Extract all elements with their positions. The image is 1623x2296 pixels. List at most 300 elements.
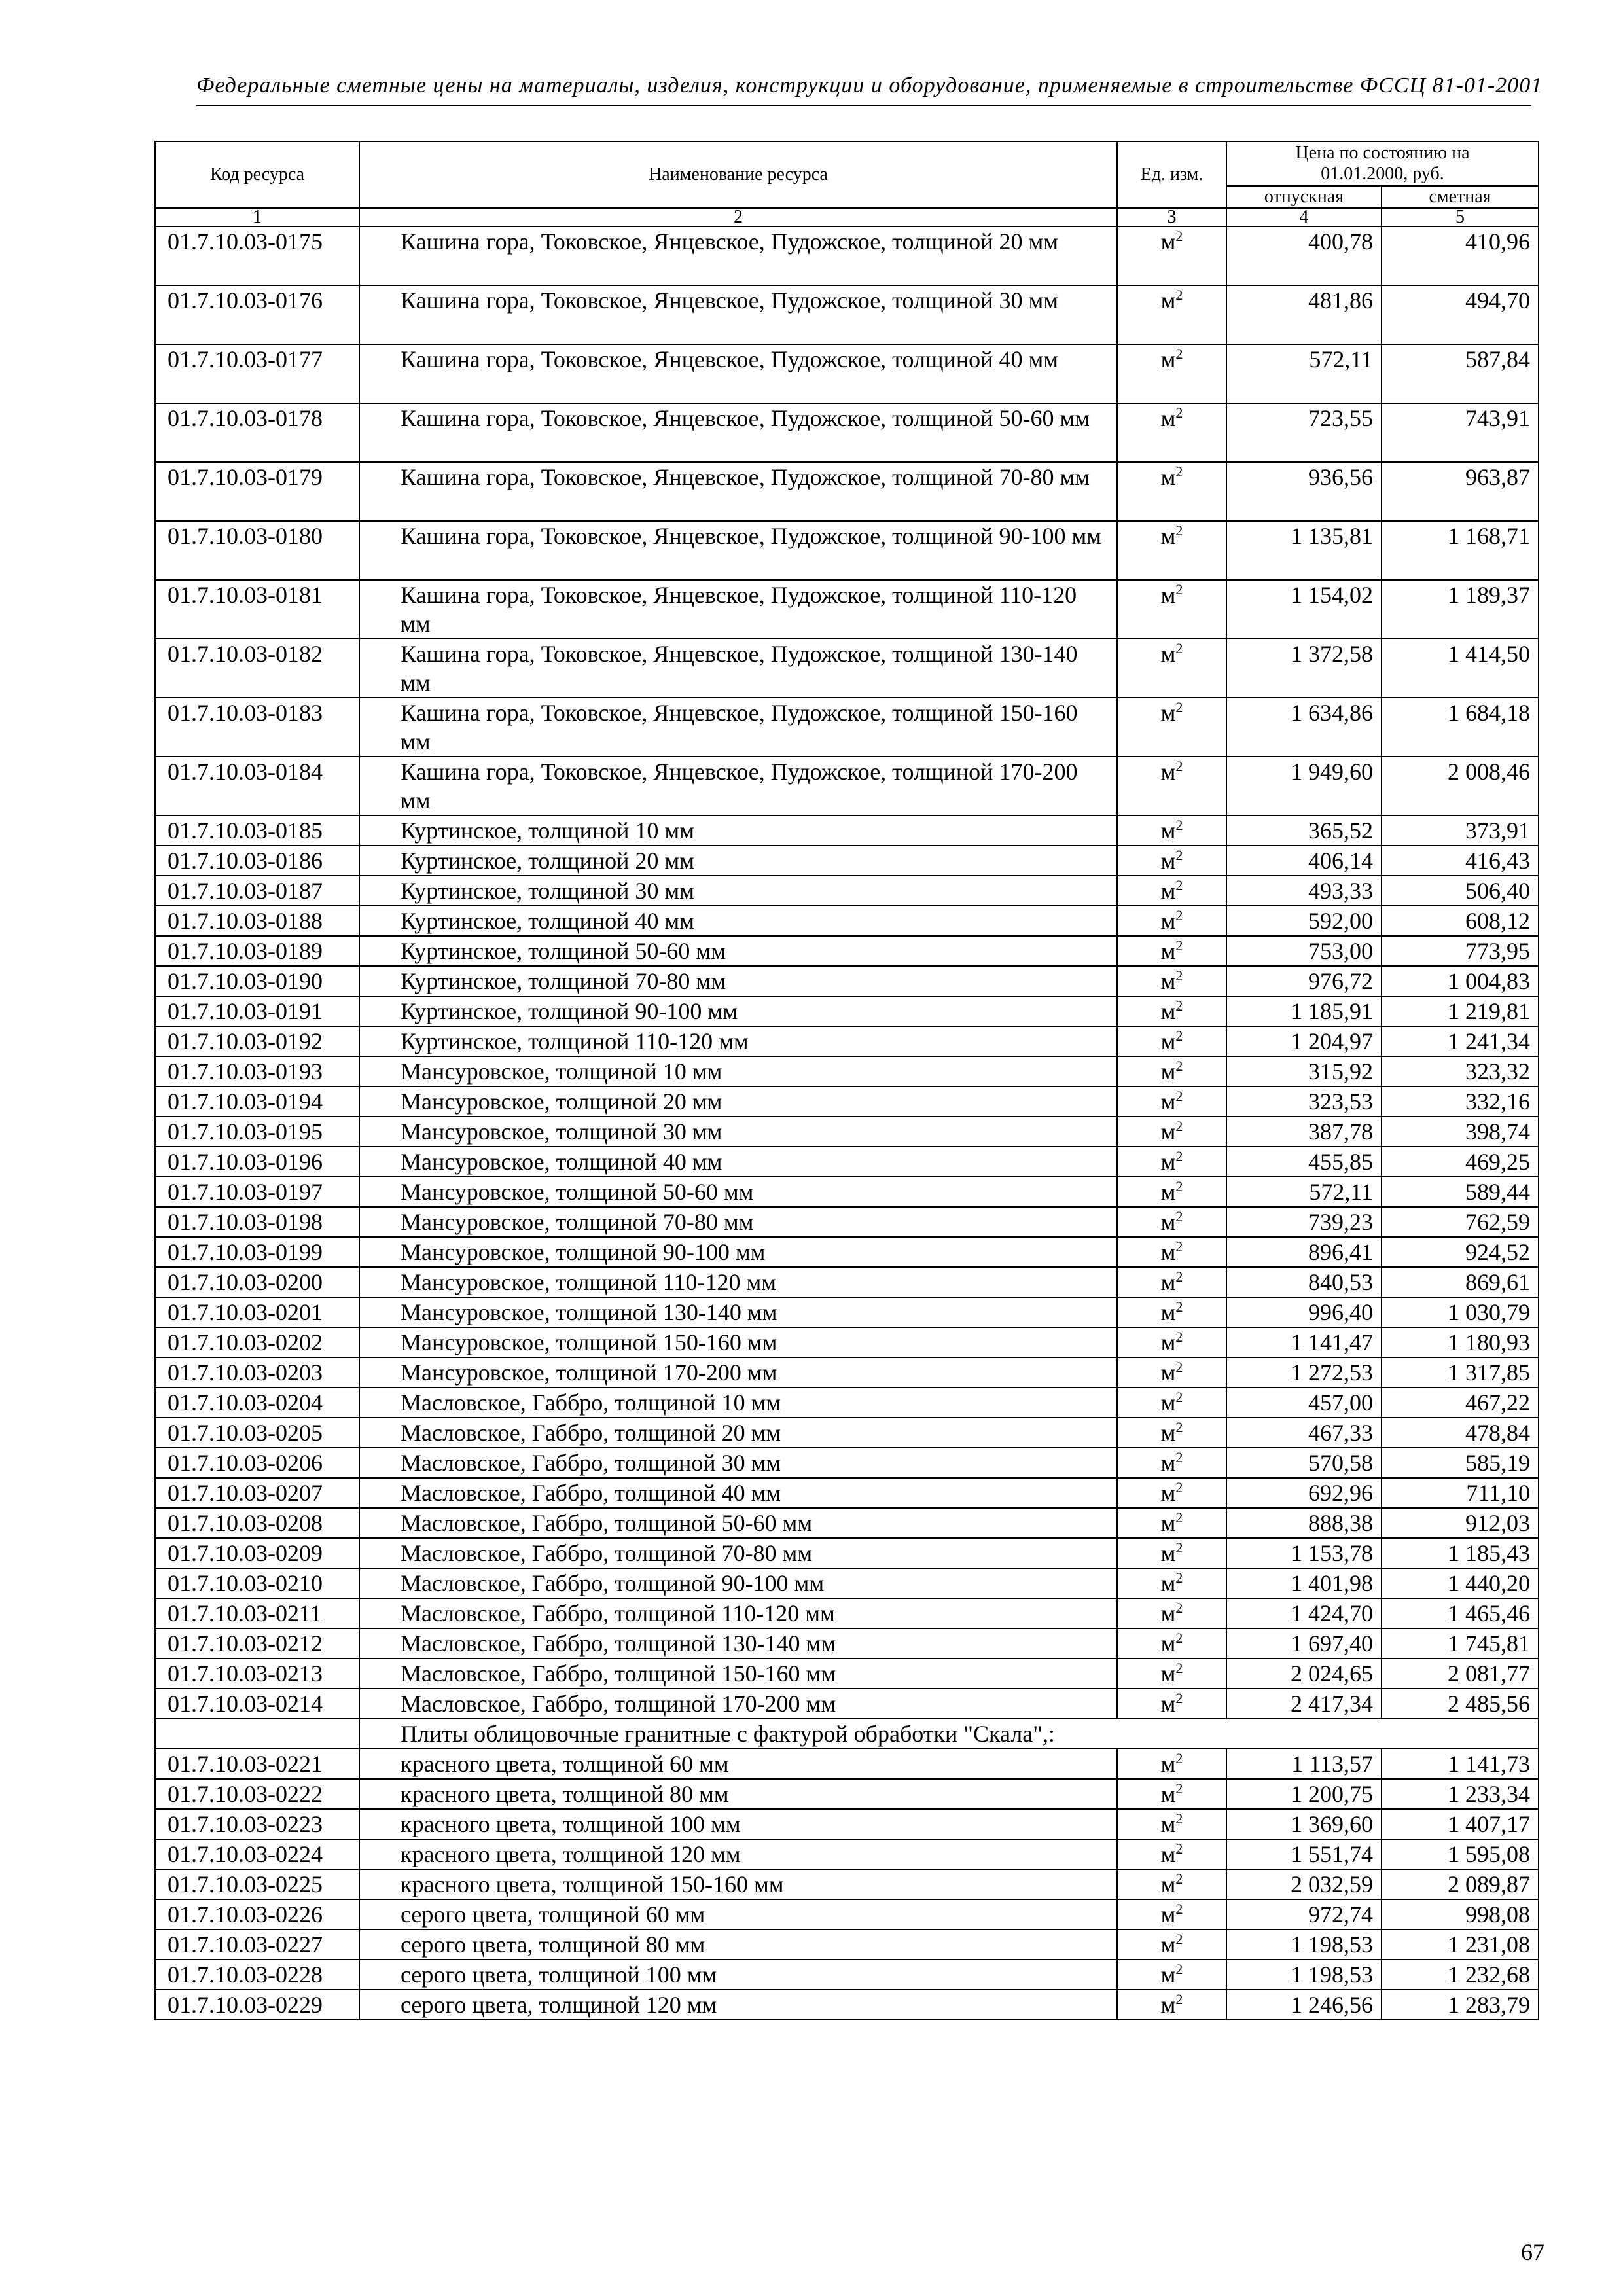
resource-code: 01.7.10.03-0214	[155, 1689, 359, 1719]
unit-base: м	[1160, 1420, 1176, 1446]
unit-base: м	[1160, 1540, 1176, 1566]
header-price: Цена по состоянию на 01.01.2000, руб.	[1226, 141, 1539, 186]
unit-base: м	[1160, 1871, 1176, 1897]
unit-exponent: 2	[1175, 1238, 1183, 1255]
release-price: 1 697,40	[1226, 1628, 1382, 1659]
unit-base: м	[1160, 1329, 1176, 1355]
estimate-price: 2 089,87	[1382, 1869, 1539, 1899]
table-row	[155, 1598, 1539, 1628]
unit-exponent: 2	[1175, 1690, 1183, 1706]
estimate-price: 398,74	[1382, 1117, 1539, 1147]
resource-code: 01.7.10.03-0195	[155, 1117, 359, 1147]
resource-code: 01.7.10.03-0180	[155, 521, 359, 580]
estimate-price: 1 232,68	[1382, 1960, 1539, 1990]
estimate-price: 1 219,81	[1382, 996, 1539, 1026]
table-row	[155, 1779, 1539, 1809]
table-row	[155, 226, 1539, 285]
release-price: 2 024,65	[1226, 1659, 1382, 1689]
release-price: 1 185,91	[1226, 996, 1382, 1026]
table-row	[155, 1177, 1539, 1207]
estimate-price: 585,19	[1382, 1448, 1539, 1478]
unit-base: м	[1160, 346, 1176, 372]
resource-name: красного цвета, толщиной 80 мм	[359, 1779, 1117, 1809]
estimate-price: 1 317,85	[1382, 1357, 1539, 1388]
resource-code: 01.7.10.03-0210	[155, 1568, 359, 1598]
release-price: 1 200,75	[1226, 1779, 1382, 1809]
unit-base: м	[1160, 641, 1176, 667]
estimate-price: 478,84	[1382, 1418, 1539, 1448]
unit-cell	[1117, 1056, 1226, 1086]
resource-code: 01.7.10.03-0187	[155, 876, 359, 906]
unit-cell	[1117, 1267, 1226, 1297]
unit-exponent: 2	[1175, 1509, 1183, 1526]
unit-cell	[1117, 403, 1226, 462]
resource-code: 01.7.10.03-0228	[155, 1960, 359, 1990]
resource-name: Мансуровское, толщиной 20 мм	[359, 1086, 1117, 1117]
release-price: 2 417,34	[1226, 1689, 1382, 1719]
resource-name: Мансуровское, толщиной 40 мм	[359, 1147, 1117, 1177]
unit-cell	[1117, 1086, 1226, 1117]
estimate-price: 1 595,08	[1382, 1839, 1539, 1869]
table-row	[155, 1086, 1539, 1117]
unit-exponent: 2	[1175, 1058, 1183, 1074]
estimate-price: 332,16	[1382, 1086, 1539, 1117]
unit-exponent: 2	[1175, 1329, 1183, 1345]
unit-exponent: 2	[1175, 1570, 1183, 1586]
table-row	[155, 521, 1539, 580]
resource-code: 01.7.10.03-0193	[155, 1056, 359, 1086]
release-price: 493,33	[1226, 876, 1382, 906]
unit-exponent: 2	[1175, 346, 1183, 362]
estimate-price: 924,52	[1382, 1237, 1539, 1267]
release-price: 1 949,60	[1226, 757, 1382, 816]
table-row	[155, 1026, 1539, 1056]
resource-name: Кашина гора, Токовское, Янцевское, Пудожское, толщиной 110-120 мм	[359, 580, 1117, 639]
resource-name: Кашина гора, Токовское, Янцевское, Пудожское, толщиной 50-60 мм	[359, 403, 1117, 462]
estimate-price: 608,12	[1382, 906, 1539, 936]
release-price: 365,52	[1226, 816, 1382, 846]
table-row	[155, 1478, 1539, 1508]
table-row	[155, 1056, 1539, 1086]
unit-exponent: 2	[1175, 877, 1183, 893]
resource-name: Кашина гора, Токовское, Янцевское, Пудожское, толщиной 40 мм	[359, 344, 1117, 403]
estimate-price: 743,91	[1382, 403, 1539, 462]
resource-code: 01.7.10.03-0211	[155, 1598, 359, 1628]
release-price: 723,55	[1226, 403, 1382, 462]
unit-exponent: 2	[1175, 1840, 1183, 1857]
column-number: 2	[359, 208, 1117, 226]
release-price: 592,00	[1226, 906, 1382, 936]
resource-code: 01.7.10.03-0225	[155, 1869, 359, 1899]
resource-code: 01.7.10.03-0181	[155, 580, 359, 639]
section-code-blank	[155, 1719, 359, 1749]
unit-exponent: 2	[1175, 1991, 1183, 2007]
table-row	[155, 1508, 1539, 1538]
unit-base: м	[1160, 1931, 1176, 1958]
unit-exponent: 2	[1175, 522, 1183, 539]
unit-base: м	[1160, 1992, 1176, 2018]
unit-exponent: 2	[1175, 1419, 1183, 1435]
release-price: 315,92	[1226, 1056, 1382, 1086]
release-price: 572,11	[1226, 344, 1382, 403]
table-row	[155, 285, 1539, 344]
unit-base: м	[1160, 817, 1176, 844]
resource-name: Масловское, Габбро, толщиной 170-200 мм	[359, 1689, 1117, 1719]
release-price: 406,14	[1226, 846, 1382, 876]
estimate-price: 1 231,08	[1382, 1929, 1539, 1960]
resource-name: серого цвета, толщиной 120 мм	[359, 1990, 1117, 2020]
estimate-price: 1 440,20	[1382, 1568, 1539, 1598]
release-price: 570,58	[1226, 1448, 1382, 1478]
unit-exponent: 2	[1175, 1299, 1183, 1315]
table-row	[155, 1267, 1539, 1297]
resource-name: Масловское, Габбро, толщиной 10 мм	[359, 1388, 1117, 1418]
unit-exponent: 2	[1175, 1208, 1183, 1225]
estimate-price: 373,91	[1382, 816, 1539, 846]
unit-exponent: 2	[1175, 1148, 1183, 1164]
unit-cell	[1117, 344, 1226, 403]
unit-exponent: 2	[1175, 997, 1183, 1014]
unit-cell	[1117, 876, 1226, 906]
release-price: 387,78	[1226, 1117, 1382, 1147]
unit-exponent: 2	[1175, 907, 1183, 924]
estimate-price: 506,40	[1382, 876, 1539, 906]
release-price: 481,86	[1226, 285, 1382, 344]
resource-code: 01.7.10.03-0177	[155, 344, 359, 403]
table-row	[155, 996, 1539, 1026]
table-row	[155, 936, 1539, 966]
unit-base: м	[1160, 287, 1176, 314]
release-price: 753,00	[1226, 936, 1382, 966]
release-price: 1 141,47	[1226, 1327, 1382, 1357]
estimate-price: 1 407,17	[1382, 1809, 1539, 1839]
unit-exponent: 2	[1175, 640, 1183, 656]
release-price: 739,23	[1226, 1207, 1382, 1237]
unit-cell	[1117, 757, 1226, 816]
resource-code: 01.7.10.03-0192	[155, 1026, 359, 1056]
unit-base: м	[1160, 1269, 1176, 1295]
resource-code: 01.7.10.03-0205	[155, 1418, 359, 1448]
resource-name: красного цвета, толщиной 150-160 мм	[359, 1869, 1117, 1899]
unit-exponent: 2	[1175, 581, 1183, 598]
header-unit: Ед. изм.	[1117, 141, 1226, 208]
resource-name: серого цвета, толщиной 60 мм	[359, 1899, 1117, 1929]
release-price: 888,38	[1226, 1508, 1382, 1538]
resource-name: Масловское, Габбро, толщиной 90-100 мм	[359, 1568, 1117, 1598]
estimate-price: 1 168,71	[1382, 521, 1539, 580]
estimate-price: 469,25	[1382, 1147, 1539, 1177]
estimate-price: 1 684,18	[1382, 698, 1539, 757]
estimate-price: 1 233,34	[1382, 1779, 1539, 1809]
estimate-price: 323,32	[1382, 1056, 1539, 1086]
table-row	[155, 1809, 1539, 1839]
header-release: отпускная	[1226, 186, 1382, 208]
resource-name: Масловское, Габбро, толщиной 110-120 мм	[359, 1598, 1117, 1628]
unit-exponent: 2	[1175, 847, 1183, 863]
unit-cell	[1117, 1147, 1226, 1177]
resource-code: 01.7.10.03-0207	[155, 1478, 359, 1508]
unit-base: м	[1160, 968, 1176, 994]
unit-base: м	[1160, 1119, 1176, 1145]
table-row	[155, 1749, 1539, 1779]
release-price: 455,85	[1226, 1147, 1382, 1177]
unit-cell	[1117, 1899, 1226, 1929]
unit-exponent: 2	[1175, 1901, 1183, 1917]
resource-name: Масловское, Габбро, толщиной 150-160 мм	[359, 1659, 1117, 1689]
release-price: 1 369,60	[1226, 1809, 1382, 1839]
unit-base: м	[1160, 1691, 1176, 1717]
release-price: 1 204,97	[1226, 1026, 1382, 1056]
resource-name: Кашина гора, Токовское, Янцевское, Пудожское, толщиной 170-200 мм	[359, 757, 1117, 816]
unit-cell	[1117, 698, 1226, 757]
section-row	[155, 1719, 1539, 1749]
release-price: 1 551,74	[1226, 1839, 1382, 1869]
release-price: 1 401,98	[1226, 1568, 1382, 1598]
table-row	[155, 1869, 1539, 1899]
resource-name: красного цвета, толщиной 60 мм	[359, 1749, 1117, 1779]
unit-cell	[1117, 1960, 1226, 1990]
resource-code: 01.7.10.03-0185	[155, 816, 359, 846]
unit-cell	[1117, 1809, 1226, 1839]
resource-code: 01.7.10.03-0197	[155, 1177, 359, 1207]
estimate-price: 587,84	[1382, 344, 1539, 403]
table-row	[155, 1960, 1539, 1990]
table-row	[155, 1448, 1539, 1478]
unit-cell	[1117, 462, 1226, 521]
resource-code: 01.7.10.03-0196	[155, 1147, 359, 1177]
unit-base: м	[1160, 582, 1176, 608]
resource-code: 01.7.10.03-0198	[155, 1207, 359, 1237]
unit-exponent: 2	[1175, 287, 1183, 303]
unit-exponent: 2	[1175, 1600, 1183, 1616]
unit-exponent: 2	[1175, 1630, 1183, 1646]
unit-cell	[1117, 1327, 1226, 1357]
resource-name: красного цвета, толщиной 100 мм	[359, 1809, 1117, 1839]
unit-cell	[1117, 1929, 1226, 1960]
release-price: 457,00	[1226, 1388, 1382, 1418]
estimate-price: 998,08	[1382, 1899, 1539, 1929]
resource-code: 01.7.10.03-0199	[155, 1237, 359, 1267]
estimate-price: 416,43	[1382, 846, 1539, 876]
resource-name: Куртинское, толщиной 30 мм	[359, 876, 1117, 906]
unit-exponent: 2	[1175, 1931, 1183, 1947]
resource-code: 01.7.10.03-0224	[155, 1839, 359, 1869]
resource-name: Куртинское, толщиной 10 мм	[359, 816, 1117, 846]
estimate-price: 494,70	[1382, 285, 1539, 344]
unit-base: м	[1160, 1781, 1176, 1807]
resource-name: Мансуровское, толщиной 10 мм	[359, 1056, 1117, 1086]
resource-code: 01.7.10.03-0222	[155, 1779, 359, 1809]
resource-code: 01.7.10.03-0201	[155, 1297, 359, 1327]
unit-base: м	[1160, 1088, 1176, 1115]
table-row	[155, 580, 1539, 639]
unit-exponent: 2	[1175, 1539, 1183, 1556]
resource-name: Мансуровское, толщиной 70-80 мм	[359, 1207, 1117, 1237]
unit-cell	[1117, 639, 1226, 698]
table-body	[155, 226, 1539, 2020]
release-price: 1 153,78	[1226, 1538, 1382, 1568]
table-row	[155, 344, 1539, 403]
resource-code: 01.7.10.03-0227	[155, 1929, 359, 1960]
estimate-price: 1 189,37	[1382, 580, 1539, 639]
unit-cell	[1117, 1508, 1226, 1538]
estimate-price: 1 185,43	[1382, 1538, 1539, 1568]
estimate-price: 762,59	[1382, 1207, 1539, 1237]
header-name: Наименование ресурса	[359, 141, 1117, 208]
estimate-price: 2 008,46	[1382, 757, 1539, 816]
unit-exponent: 2	[1175, 1088, 1183, 1104]
estimate-price: 1 030,79	[1382, 1297, 1539, 1327]
unit-cell	[1117, 906, 1226, 936]
unit-exponent: 2	[1175, 967, 1183, 984]
resource-code: 01.7.10.03-0178	[155, 403, 359, 462]
table-row	[155, 1117, 1539, 1147]
column-number-row	[155, 208, 1539, 226]
unit-base: м	[1160, 878, 1176, 904]
release-price: 1 272,53	[1226, 1357, 1382, 1388]
table-row	[155, 1418, 1539, 1448]
table-row	[155, 906, 1539, 936]
resource-name: Масловское, Габбро, толщиной 30 мм	[359, 1448, 1117, 1478]
unit-cell	[1117, 580, 1226, 639]
release-price: 896,41	[1226, 1237, 1382, 1267]
resource-name: Мансуровское, толщиной 130-140 мм	[359, 1297, 1117, 1327]
unit-cell	[1117, 1448, 1226, 1478]
unit-cell	[1117, 1628, 1226, 1659]
unit-cell	[1117, 1839, 1226, 1869]
unit-base: м	[1160, 1570, 1176, 1596]
release-price: 2 032,59	[1226, 1869, 1382, 1899]
unit-exponent: 2	[1175, 1178, 1183, 1194]
unit-cell	[1117, 1418, 1226, 1448]
unit-base: м	[1160, 848, 1176, 874]
unit-base: м	[1160, 228, 1176, 255]
release-price: 976,72	[1226, 966, 1382, 996]
release-price: 1 246,56	[1226, 1990, 1382, 2020]
resource-code: 01.7.10.03-0223	[155, 1809, 359, 1839]
estimate-price: 467,22	[1382, 1388, 1539, 1418]
unit-exponent: 2	[1175, 1118, 1183, 1134]
resource-code: 01.7.10.03-0203	[155, 1357, 359, 1388]
unit-base: м	[1160, 938, 1176, 964]
estimate-price: 1 141,73	[1382, 1749, 1539, 1779]
resource-name: Масловское, Габбро, толщиной 40 мм	[359, 1478, 1117, 1508]
resource-name: Куртинское, толщиной 90-100 мм	[359, 996, 1117, 1026]
table-row	[155, 876, 1539, 906]
unit-base: м	[1160, 1901, 1176, 1928]
unit-cell	[1117, 226, 1226, 285]
table-row	[155, 1628, 1539, 1659]
resource-code: 01.7.10.03-0194	[155, 1086, 359, 1117]
unit-cell	[1117, 1357, 1226, 1388]
resource-code: 01.7.10.03-0226	[155, 1899, 359, 1929]
resource-name: Масловское, Габбро, толщиной 50-60 мм	[359, 1508, 1117, 1538]
resource-name: Куртинское, толщиной 50-60 мм	[359, 936, 1117, 966]
unit-base: м	[1160, 1600, 1176, 1626]
resource-name: Мансуровское, толщиной 50-60 мм	[359, 1177, 1117, 1207]
unit-cell	[1117, 285, 1226, 344]
unit-exponent: 2	[1175, 1479, 1183, 1496]
unit-base: м	[1160, 1751, 1176, 1777]
table-row	[155, 1207, 1539, 1237]
release-price: 467,33	[1226, 1418, 1382, 1448]
unit-base: м	[1160, 700, 1176, 726]
release-price: 840,53	[1226, 1267, 1382, 1297]
column-number: 4	[1226, 208, 1382, 226]
table-row	[155, 757, 1539, 816]
resource-code: 01.7.10.03-0206	[155, 1448, 359, 1478]
column-number: 5	[1382, 208, 1539, 226]
release-price: 996,40	[1226, 1297, 1382, 1327]
resource-name: Мансуровское, толщиной 110-120 мм	[359, 1267, 1117, 1297]
estimate-price: 410,96	[1382, 226, 1539, 285]
unit-cell	[1117, 1388, 1226, 1418]
table-row	[155, 1538, 1539, 1568]
release-price: 1 198,53	[1226, 1929, 1382, 1960]
table-row	[155, 816, 1539, 846]
table-row	[155, 1147, 1539, 1177]
resource-name: Куртинское, толщиной 40 мм	[359, 906, 1117, 936]
unit-base: м	[1160, 998, 1176, 1024]
resource-name: Кашина гора, Токовское, Янцевское, Пудожское, толщиной 20 мм	[359, 226, 1117, 285]
resource-code: 01.7.10.03-0176	[155, 285, 359, 344]
header-estimate: сметная	[1382, 186, 1539, 208]
unit-cell	[1117, 996, 1226, 1026]
unit-base: м	[1160, 1359, 1176, 1386]
resource-code: 01.7.10.03-0191	[155, 996, 359, 1026]
unit-exponent: 2	[1175, 699, 1183, 715]
resource-code: 01.7.10.03-0179	[155, 462, 359, 521]
estimate-price: 1 180,93	[1382, 1327, 1539, 1357]
resource-code: 01.7.10.03-0186	[155, 846, 359, 876]
resource-name: Кашина гора, Токовское, Янцевское, Пудожское, толщиной 130-140 мм	[359, 639, 1117, 698]
table-row	[155, 1237, 1539, 1267]
resource-code: 01.7.10.03-0202	[155, 1327, 359, 1357]
unit-exponent: 2	[1175, 1389, 1183, 1405]
unit-cell	[1117, 1207, 1226, 1237]
estimate-price: 2 485,56	[1382, 1689, 1539, 1719]
resource-code: 01.7.10.03-0175	[155, 226, 359, 285]
resource-name: красного цвета, толщиной 120 мм	[359, 1839, 1117, 1869]
table-row	[155, 1689, 1539, 1719]
table-header	[155, 141, 1539, 226]
page-number: 67	[1521, 2239, 1544, 2265]
table-row	[155, 966, 1539, 996]
unit-cell	[1117, 1869, 1226, 1899]
resource-code: 01.7.10.03-0200	[155, 1267, 359, 1297]
unit-base: м	[1160, 759, 1176, 785]
resource-code: 01.7.10.03-0229	[155, 1990, 359, 2020]
table-row	[155, 1388, 1539, 1418]
release-price: 1 372,58	[1226, 639, 1382, 698]
table-row	[155, 1990, 1539, 2020]
resource-code: 01.7.10.03-0209	[155, 1538, 359, 1568]
unit-cell	[1117, 1659, 1226, 1689]
unit-base: м	[1160, 1841, 1176, 1867]
unit-cell	[1117, 1538, 1226, 1568]
unit-base: м	[1160, 1209, 1176, 1235]
unit-exponent: 2	[1175, 817, 1183, 833]
column-number: 1	[155, 208, 359, 226]
unit-exponent: 2	[1175, 1268, 1183, 1285]
estimate-price: 912,03	[1382, 1508, 1539, 1538]
table-row	[155, 1899, 1539, 1929]
unit-cell	[1117, 816, 1226, 846]
release-price: 323,53	[1226, 1086, 1382, 1117]
section-title: Плиты облицовочные гранитные с фактурой обработки "Скала",:	[359, 1719, 1539, 1749]
header-rule	[196, 105, 1531, 106]
unit-cell	[1117, 1478, 1226, 1508]
